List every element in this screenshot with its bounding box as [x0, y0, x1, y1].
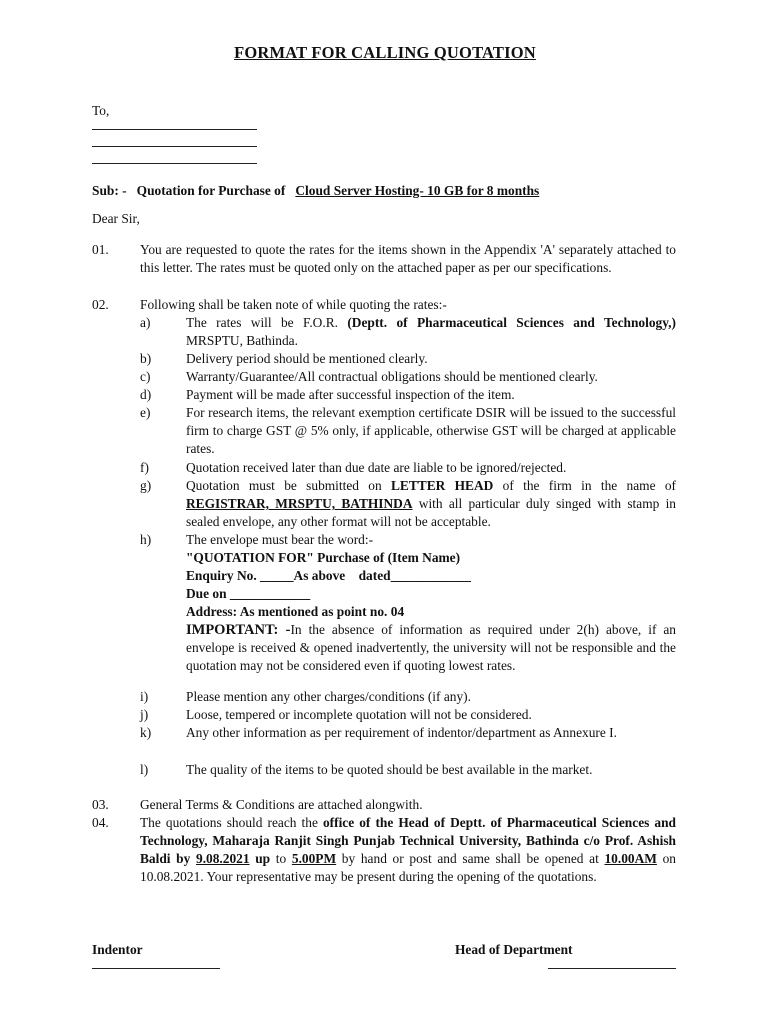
item-g-letter-head: LETTER HEAD	[391, 478, 494, 493]
item-k-letter: k)	[140, 725, 152, 740]
address-line-2	[92, 146, 257, 147]
item-g-part2: of the firm in the name of	[493, 478, 676, 493]
item-g-part1: Quotation must be submitted on	[186, 478, 391, 493]
item-l-letter: l)	[140, 762, 149, 777]
page-title: FORMAT FOR CALLING QUOTATION	[234, 43, 536, 62]
item-h-letter: h)	[140, 532, 152, 547]
item-g-letter: g)	[140, 478, 152, 493]
item-e-text: For research items, the relevant exemption certificate DSIR will be issued to the successful firm to charge GST @ 5% only, if applicable, otherwise GST will be charged at applicable rates.	[186, 405, 676, 456]
item-j-text: Loose, tempered or incomplete quotation will not be considered.	[186, 707, 532, 722]
para-03-text: General Terms & Conditions are attached alongwith.	[140, 797, 423, 812]
envelope-line-2: Enquiry No. _____As above dated____________	[186, 568, 471, 583]
salutation: Dear Sir,	[92, 211, 140, 226]
para-04-number: 04.	[92, 815, 109, 830]
item-a-letter: a)	[140, 315, 151, 330]
item-a-part1: The rates will be F.O.R.	[186, 315, 348, 330]
para-04-part1: The quotations should reach the	[140, 815, 323, 830]
indentor-signature-line	[92, 968, 220, 969]
item-g-part3: with all particular duly singed with stamp in sealed envelope, any other format will not be acceptable.	[186, 496, 676, 529]
subject-item: Cloud Server Hosting- 10 GB for 8 months	[295, 183, 540, 198]
item-j-letter: j)	[140, 707, 149, 722]
envelope-line-4: Address: As mentioned as point no. 04	[186, 604, 405, 619]
item-g-text	[186, 477, 676, 531]
important-text: In the absence of information as required under 2(h) above, if an envelope is received & opened inadvertently, the university will not be responsible and the quotation may not be considered even if quoting lowest rates.	[186, 622, 677, 673]
item-d-text: Payment will be made after successful inspection of the item.	[186, 387, 515, 402]
para-04-up: up	[249, 851, 271, 866]
envelope-line-1: "QUOTATION FOR" Purchase of (Item Name)	[186, 550, 461, 565]
important-label: IMPORTANT: -	[186, 622, 291, 638]
item-c-letter: c)	[140, 369, 151, 384]
item-i-text: Please mention any other charges/conditions (if any).	[186, 689, 471, 704]
address-line-3	[92, 163, 257, 164]
important-note	[186, 621, 676, 675]
indentor-label: Indentor	[92, 942, 143, 957]
para-01-number: 01.	[92, 242, 109, 257]
item-b-letter: b)	[140, 351, 152, 366]
item-h-text: The envelope must bear the word:-	[186, 532, 374, 547]
item-d-letter: d)	[140, 387, 152, 402]
para-02-text: Following shall be taken note of while quoting the rates:-	[140, 297, 447, 312]
para-04-part4: on 10.08.2021. Your representative may be present during the opening of the quotations.	[140, 851, 676, 884]
item-f-letter: f)	[140, 460, 149, 475]
item-l-text: The quality of the items to be quoted should be best available in the market.	[186, 762, 593, 777]
item-k-text: Any other information as per requirement of indentor/department as Annexure I.	[186, 725, 617, 740]
subject-prefix: Sub: -	[92, 183, 127, 198]
para-04-text	[140, 814, 676, 886]
item-a-text	[186, 314, 676, 350]
head-of-department-label: Head of Department	[455, 942, 573, 957]
para-04-date: 9.08.2021	[196, 851, 250, 866]
para-04-to: to	[270, 851, 292, 866]
para-01-text: You are requested to quote the rates for the items shown in the Appendix 'A' separately attached to this letter. The rates must be quoted only on the attached paper as per our specifications.	[140, 242, 676, 275]
para-02-number: 02.	[92, 297, 109, 312]
para-04-time2: 10.00AM	[604, 851, 657, 866]
item-i-letter: i)	[140, 689, 149, 704]
item-b-text: Delivery period should be mentioned clearly.	[186, 351, 428, 366]
envelope-line-3: Due on ____________	[186, 586, 311, 601]
to-label: To,	[92, 103, 110, 118]
para-03-number: 03.	[92, 797, 109, 812]
item-a-bold: (Deptt. of Pharmaceutical Sciences and Technology,)	[347, 315, 676, 330]
hod-signature-line	[548, 968, 676, 969]
item-f-text: Quotation received later than due date are liable to be ignored/rejected.	[186, 460, 567, 475]
para-04-part3: by hand or post and same shall be opened at	[336, 851, 605, 866]
item-c-text: Warranty/Guarantee/All contractual obligations should be mentioned clearly.	[186, 369, 598, 384]
item-g-registrar: REGISTRAR, MRSPTU, BATHINDA	[186, 496, 413, 511]
subject-text: Quotation for Purchase of	[136, 183, 286, 198]
item-a-part2: MRSPTU, Bathinda.	[186, 333, 298, 348]
para-04-office: office of the Head of Deptt. of Pharmaceutical Sciences and Technology, Maharaja Ranjit Singh Punjab Technical University, Bathinda c/o Prof. Ashish Baldi by	[140, 815, 677, 866]
subject-line	[92, 182, 539, 200]
para-04-time1: 5.00PM	[291, 851, 337, 866]
address-line-1	[92, 129, 257, 130]
item-e-letter: e)	[140, 405, 151, 420]
